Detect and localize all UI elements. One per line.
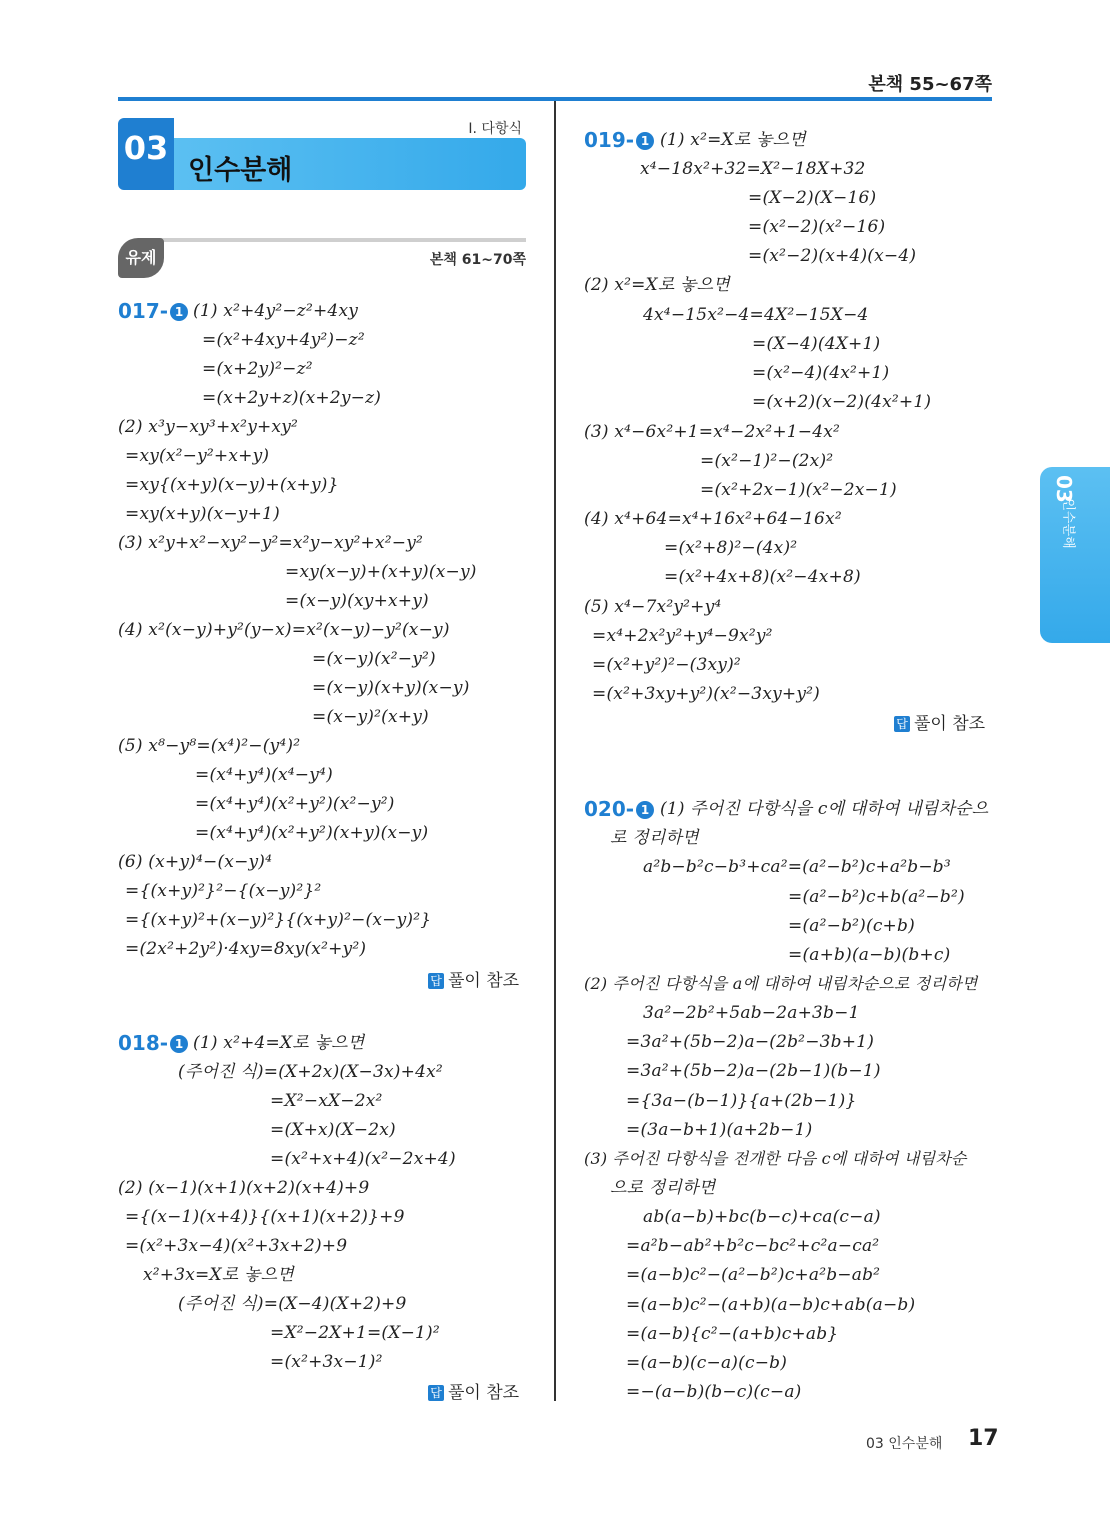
p017-line: =(x⁴+y⁴)(x²+y²)(x+y)(x−y) [195, 823, 429, 843]
p019-line: =(x²−2)(x²−16) [748, 217, 886, 237]
p018-line: (2) (x−1)(x+1)(x+2)(x+4)+9 [118, 1178, 370, 1198]
p020-line: 으로 정리하면 [610, 1178, 716, 1198]
p017-line: ={(x+y)²+(x−y)²}{(x+y)²−(x−y)²} [125, 910, 432, 930]
p017-line: =xy{(x+y)(x−y)+(x+y)} [125, 475, 339, 495]
p019-line: 4x⁴−15x²−4=4X²−15X−4 [643, 305, 869, 325]
p018-line: =(x²+3x−1)² [270, 1352, 383, 1372]
p017-line: (5) x⁸−y⁸=(x⁴)²−(y⁴)² [118, 736, 301, 756]
p020-line: =(a−b){c²−(a+b)c+ab} [626, 1324, 839, 1344]
p020-line: =(a²−b²)c+b(a²−b²) [788, 887, 965, 907]
p020-line: 로 정리하면 [610, 828, 699, 848]
p020-line: (2) 주어진 다항식을 a에 대하여 내림차순으로 정리하면 [584, 974, 978, 993]
p019-line: =(x²−4)(4x²+1) [752, 363, 890, 383]
p020-line: =(a−b)c²−(a²−b²)c+a²b−ab² [626, 1265, 881, 1285]
subheader-page-ref: 본책 61~70쪽 [429, 252, 526, 268]
p018-line: ={(x−1)(x+4)}{(x+1)(x+2)}+9 [125, 1207, 405, 1227]
p019-line: =(x²−1)²−(2x)² [700, 451, 834, 471]
p020-line: =(a−b)c²−(a+b)(a−b)c+ab(a−b) [626, 1295, 916, 1315]
p017-line: =(x−y)(x+y)(x−y) [312, 678, 470, 698]
p017-line: =(x+2y+z)(x+2y−z) [202, 388, 382, 408]
chapter-title: 인수분해 [188, 155, 293, 186]
p019-line: (3) x⁴−6x²+1=x⁴−2x²+1−4x² [584, 422, 841, 442]
p018-line: (주어진 식)=(X+2x)(X−3x)+4x² [178, 1062, 443, 1082]
p019-line: =(x²+4x+8)(x²−4x+8) [664, 567, 861, 587]
p020-line: =(a²−b²)(c+b) [788, 916, 915, 936]
p020-line: 3a²−2b²+5ab−2a+3b−1 [643, 1003, 860, 1023]
p019-line: =(x²+8)²−(4x)² [664, 538, 798, 558]
p019-line: =(X−2)(X−16) [748, 188, 877, 208]
p018-line: =(x²+x+4)(x²−2x+4) [270, 1149, 456, 1169]
answer-tag-icon: 답 [428, 973, 444, 989]
chapter-side-tab [1040, 467, 1110, 643]
p020-line: ={3a−(b−1)}{a+(2b−1)} [626, 1091, 857, 1111]
p018-line: x²+3x=X로 놓으면 [143, 1265, 294, 1285]
problem-018-id: 018- 1 [118, 1032, 188, 1054]
p019-line: (4) x⁴+64=x⁴+16x²+64−16x² [584, 509, 842, 529]
p018-line: =X²−xX−2x² [270, 1091, 383, 1111]
p017-line: =xy(x+y)(x−y+1) [125, 504, 280, 524]
problem-020-id: 020- 1 [584, 798, 654, 820]
problem-019-subnumber: 1 [636, 132, 654, 150]
p020-line: (1) 주어진 다항식을 c에 대하여 내림차순으 [660, 799, 989, 819]
subheader-badge: 유제 [118, 238, 164, 278]
p020-line: =a²b−ab²+b²c−bc²+c²a−ca² [626, 1236, 880, 1256]
problem-017-id: 017- 1 [118, 300, 188, 322]
p017-line: =(x−y)(xy+x+y) [285, 591, 429, 611]
p018-answer: 답 풀이 참조 [428, 1382, 519, 1404]
p020-line: ab(a−b)+bc(b−c)+ca(c−a) [643, 1207, 881, 1227]
p018-line: =X²−2X+1=(X−1)² [270, 1323, 440, 1343]
p020-line: =3a²+(5b−2)a−(2b−1)(b−1) [626, 1061, 881, 1081]
p017-line: =(x−y)(x²−y²) [312, 649, 436, 669]
side-tab-label: 인수분해 [1060, 498, 1076, 549]
p019-answer: 답 풀이 참조 [894, 713, 985, 735]
p020-line: =(a+b)(a−b)(b+c) [788, 945, 951, 965]
p019-line: =(x+2)(x−2)(4x²+1) [752, 392, 932, 412]
chapter-banner [118, 118, 526, 190]
p019-line: =(x²+3xy+y²)(x²−3xy+y²) [592, 684, 821, 704]
p017-line: (6) (x+y)⁴−(x−y)⁴ [118, 852, 273, 872]
p019-line: =(x²+2x−1)(x²−2x−1) [700, 480, 897, 500]
p017-line: ={(x+y)²}²−{(x−y)²}² [125, 881, 322, 901]
p017-line: =xy(x−y)+(x+y)(x−y) [285, 562, 477, 582]
p017-line: =(x+2y)²−z² [202, 359, 313, 379]
problem-020-subnumber: 1 [636, 801, 654, 819]
p020-line: (3) 주어진 다항식을 전개한 다음 c에 대하여 내림차순 [584, 1149, 967, 1168]
p018-line: =(x²+3x−4)(x²+3x+2)+9 [125, 1236, 348, 1256]
problem-019-id: 019- 1 [584, 129, 654, 151]
p017-line: =(x−y)²(x+y) [312, 707, 429, 727]
chapter-number: 03 [118, 118, 174, 190]
p018-line: =(X+x)(X−2x) [270, 1120, 396, 1140]
p019-line: =(x²+y²)²−(3xy)² [592, 655, 741, 675]
p017-answer: 답 풀이 참조 [428, 970, 519, 992]
answer-tag-icon: 답 [894, 716, 910, 732]
p017-line: =(x⁴+y⁴)(x⁴−y⁴) [195, 765, 333, 785]
p019-line: (1) x²=X로 놓으면 [660, 130, 806, 150]
p018-line: (주어진 식)=(X−4)(X+2)+9 [178, 1294, 407, 1314]
p017-line: (2) x³y−xy³+x²y+xy² [118, 417, 299, 437]
p017-line: =(2x²+2y²)·4xy=8xy(x²+y²) [125, 939, 367, 959]
p020-line: =−(a−b)(b−c)(c−a) [626, 1382, 802, 1402]
p019-line: =(x²−2)(x+4)(x−4) [748, 246, 917, 266]
p019-line: (2) x²=X로 놓으면 [584, 275, 730, 295]
column-divider [554, 101, 556, 1401]
page-number: 17 [968, 1426, 999, 1451]
p019-line: =(X−4)(4X+1) [752, 334, 881, 354]
chapter-section: Ⅰ. 다항식 [468, 121, 522, 137]
p020-line: a²b−b²c−b³+ca²=(a²−b²)c+a²b−b³ [643, 857, 951, 877]
answer-tag-icon: 답 [428, 1385, 444, 1401]
p017-line: =(x²+4xy+4y²)−z² [202, 330, 365, 350]
p017-line: (3) x²y+x²−xy²−y²=x²y−xy²+x²−y² [118, 533, 424, 553]
p019-line: (5) x⁴−7x²y²+y⁴ [584, 597, 722, 617]
p019-line: =x⁴+2x²y²+y⁴−9x²y² [592, 626, 773, 646]
p017-line: (1) x²+4y²−z²+4xy [193, 301, 359, 321]
p017-line: (4) x²(x−y)+y²(y−x)=x²(x−y)−y²(x−y) [118, 620, 450, 640]
book-page-reference: 본책 55~67쪽 [868, 74, 992, 95]
p017-line: =(x⁴+y⁴)(x²+y²)(x²−y²) [195, 794, 395, 814]
footer-chapter: 03 인수분해 [866, 1436, 943, 1452]
subheader-rule [150, 238, 526, 242]
p020-line: =3a²+(5b−2)a−(2b²−3b+1) [626, 1032, 875, 1052]
p020-line: =(3a−b+1)(a+2b−1) [626, 1120, 813, 1140]
p018-line: (1) x²+4=X로 놓으면 [193, 1033, 365, 1053]
p020-line: =(a−b)(c−a)(c−b) [626, 1353, 788, 1373]
side-tab-number: 03 [1052, 475, 1076, 503]
problem-017-subnumber: 1 [170, 303, 188, 321]
p017-line: =xy(x²−y²+x+y) [125, 446, 270, 466]
problem-018-subnumber: 1 [170, 1035, 188, 1053]
p019-line: x⁴−18x²+32=X²−18X+32 [640, 159, 866, 179]
